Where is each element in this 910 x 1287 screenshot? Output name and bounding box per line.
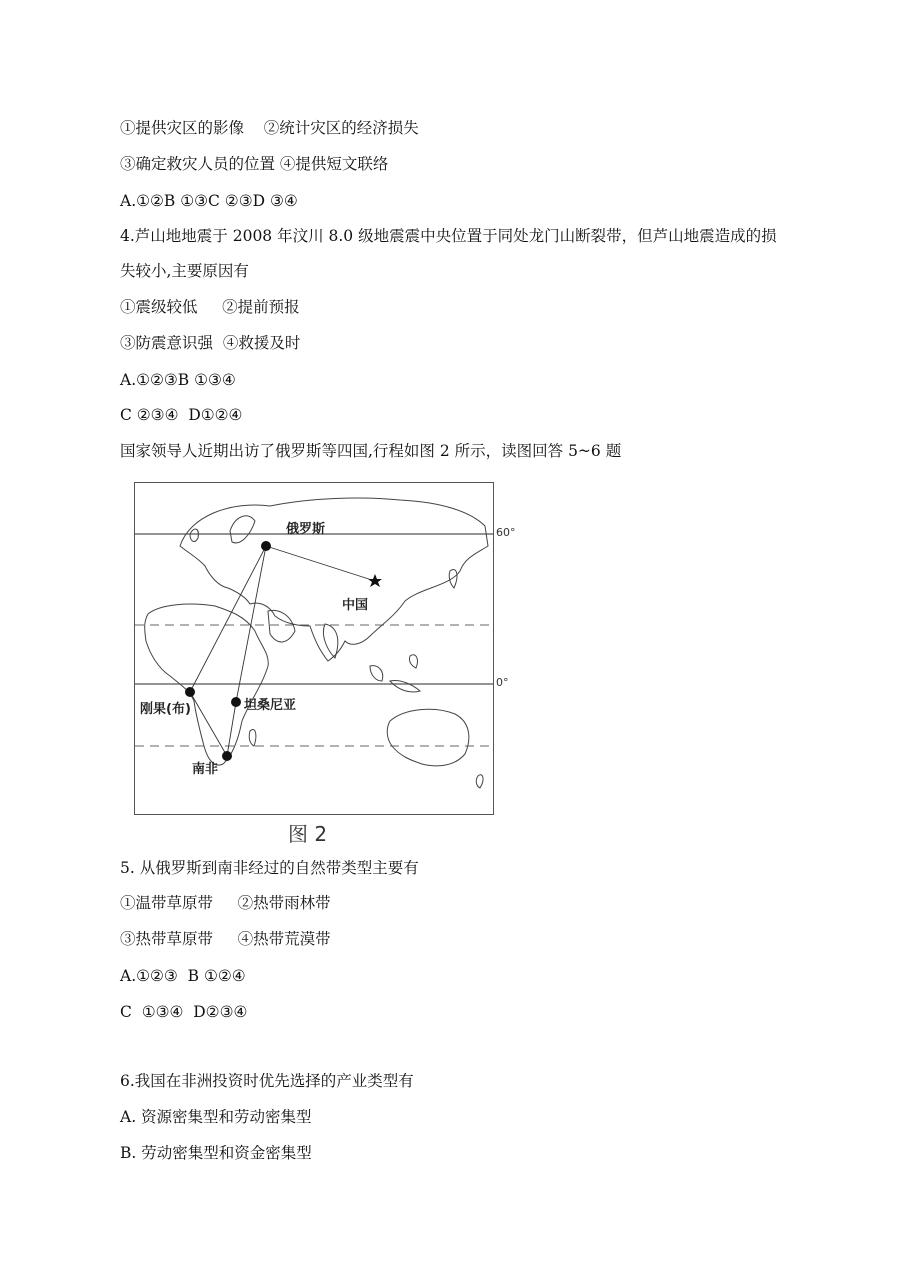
- label-southafrica: 南非: [192, 762, 219, 777]
- russia-marker: [261, 541, 271, 551]
- coastlines: [145, 498, 488, 788]
- q6-option-b: B. 劳动密集型和资金密集型: [120, 1144, 312, 1162]
- q6-stem: 6.我国在非洲投资时优先选择的产业类型有: [120, 1072, 414, 1090]
- q4-options-line-2: ③防震意识强 ④救援及时: [120, 334, 301, 352]
- q4-answer-choices-2: C ②③④ D①②④: [120, 406, 243, 424]
- q5-6-intro: 国家领导人近期出访了俄罗斯等四国,行程如图 2 所示，读图回答 5~6 题: [120, 442, 622, 460]
- q4-answer-choices-1: A.①②③B ①③④: [120, 371, 236, 389]
- travel-route-lines: [190, 546, 375, 756]
- label-congo: 刚果(布): [140, 702, 191, 717]
- q5-options-line-2: ③热带草原带 ④热带荒漠带: [120, 930, 331, 948]
- q3-answer-choices: A.①②B ①③C ②③D ③④: [120, 192, 298, 210]
- china-capital-star: [368, 574, 382, 587]
- q4-stem-line-2: 失较小,主要原因有: [120, 262, 249, 280]
- q3-options-line-1: ①提供灾区的影像 ②统计灾区的经济损失: [120, 119, 419, 137]
- q4-options-line-1: ①震级较低 ②提前预报: [120, 298, 300, 316]
- equator-label: 0°: [496, 676, 509, 689]
- label-tanzania: 坦桑尼亚: [244, 698, 297, 713]
- q4-stem-line-1: 4.芦山地地震于 2008 年汶川 8.0 级地震震中央位置于同处龙门山断裂带，但芦山地震造成的损: [120, 227, 777, 245]
- figure-caption: 图 2: [288, 822, 328, 846]
- q5-options-line-1: ①温带草原带 ②热带雨林带: [120, 894, 331, 912]
- q5-stem: 5. 从俄罗斯到南非经过的自然带类型主要有: [120, 859, 419, 877]
- route-map-figure: [120, 476, 520, 846]
- q6-option-a: A. 资源密集型和劳动密集型: [120, 1108, 312, 1126]
- q5-answer-choices-1: A.①②③ B ①②④: [120, 967, 246, 985]
- congo-marker: [185, 687, 195, 697]
- q5-answer-choices-2: C ①③④ D②③④: [120, 1003, 248, 1021]
- tanzania-marker: [231, 697, 241, 707]
- southafrica-marker: [222, 751, 232, 761]
- latitude-60-label: 60°: [496, 526, 516, 539]
- label-russia: 俄罗斯: [286, 522, 326, 537]
- label-china: 中国: [342, 598, 369, 613]
- q3-options-line-2: ③确定救灾人员的位置 ④提供短文联络: [120, 155, 389, 173]
